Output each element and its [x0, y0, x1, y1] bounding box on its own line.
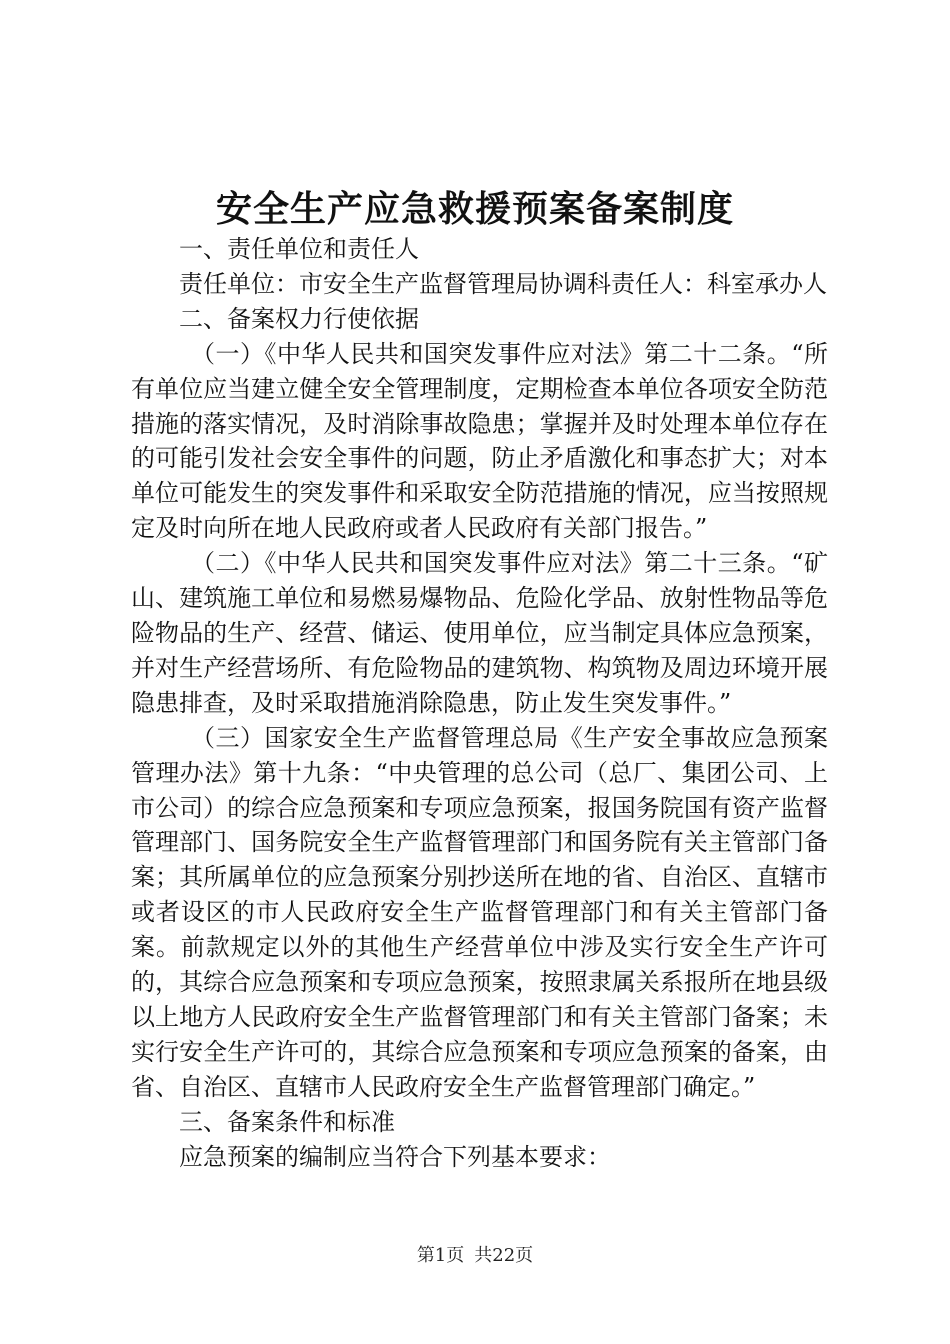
legal-basis-paragraph-2: （二）《中华人民共和国突发事件应对法》第二十三条。“矿山、建筑施工单位和易燃易爆物品、危险化学品、放射性物品等危险物品的生产、经营、储运、使用单位，应当制定具体应急预案，并对生产经营场所、有危险物品的建筑物、构筑物及周边环境开展隐患排查，及时采取措施消除隐患，防止发生突发事件。”	[131, 549, 828, 717]
requirements-intro-paragraph: 应急预案的编制应当符合下列基本要求：	[179, 1142, 611, 1171]
page-number: 第1页	[416, 1245, 465, 1266]
page-footer	[0, 1244, 950, 1268]
section-heading-2: 二、备案权力行使依据	[179, 304, 419, 333]
responsibility-paragraph: 责任单位：市安全生产监督管理局协调科责任人：科室承办人	[179, 269, 827, 298]
document-title: 安全生产应急救援预案备案制度	[215, 188, 734, 230]
section-heading-1: 一、责任单位和责任人	[179, 235, 419, 263]
legal-basis-paragraph-3: （三）国家安全生产监督管理总局《生产安全事故应急预案管理办法》第十九条：“中央管理的总公司（总厂、集团公司、上市公司）的综合应急预案和专项应急预案，报国务院国有资产监督管理部门、国务院安全生产监督管理部门和国务院有关主管部门备案；其所属单位的应急预案分别抄送所在地的省、自治区、直辖市或者设区的市人民政府安全生产监督管理部门和有关主管部门备案。前款规定以外的其他生产经营单位中涉及实行安全生产许可的，其综合应急预案和专项应急预案，按照隶属关系报所在地县级以上地方人民政府安全生产监督管理部门和有关主管部门备案；未实行安全生产许可的，其综合应急预案和专项应急预案的备案，由省、自治区、直辖市人民政府安全生产监督管理部门确定。”	[131, 723, 828, 1101]
legal-basis-paragraph-1: （一）《中华人民共和国突发事件应对法》第二十二条。“所有单位应当建立健全安全管理制度，定期检查本单位各项安全防范措施的落实情况，及时消除事故隐患；掌握并及时处理本单位存在的可能引发社会安全事件的问题，防止矛盾激化和事态扩大；对本单位可能发生的突发事件和采取安全防范措施的情况，应当按照规定及时向所在地人民政府或者人民政府有关部门报告。”	[131, 339, 828, 543]
document-body	[131, 232, 828, 1174]
section-heading-3: 三、备案条件和标准	[179, 1107, 395, 1136]
page-total: 共22页	[474, 1245, 534, 1266]
